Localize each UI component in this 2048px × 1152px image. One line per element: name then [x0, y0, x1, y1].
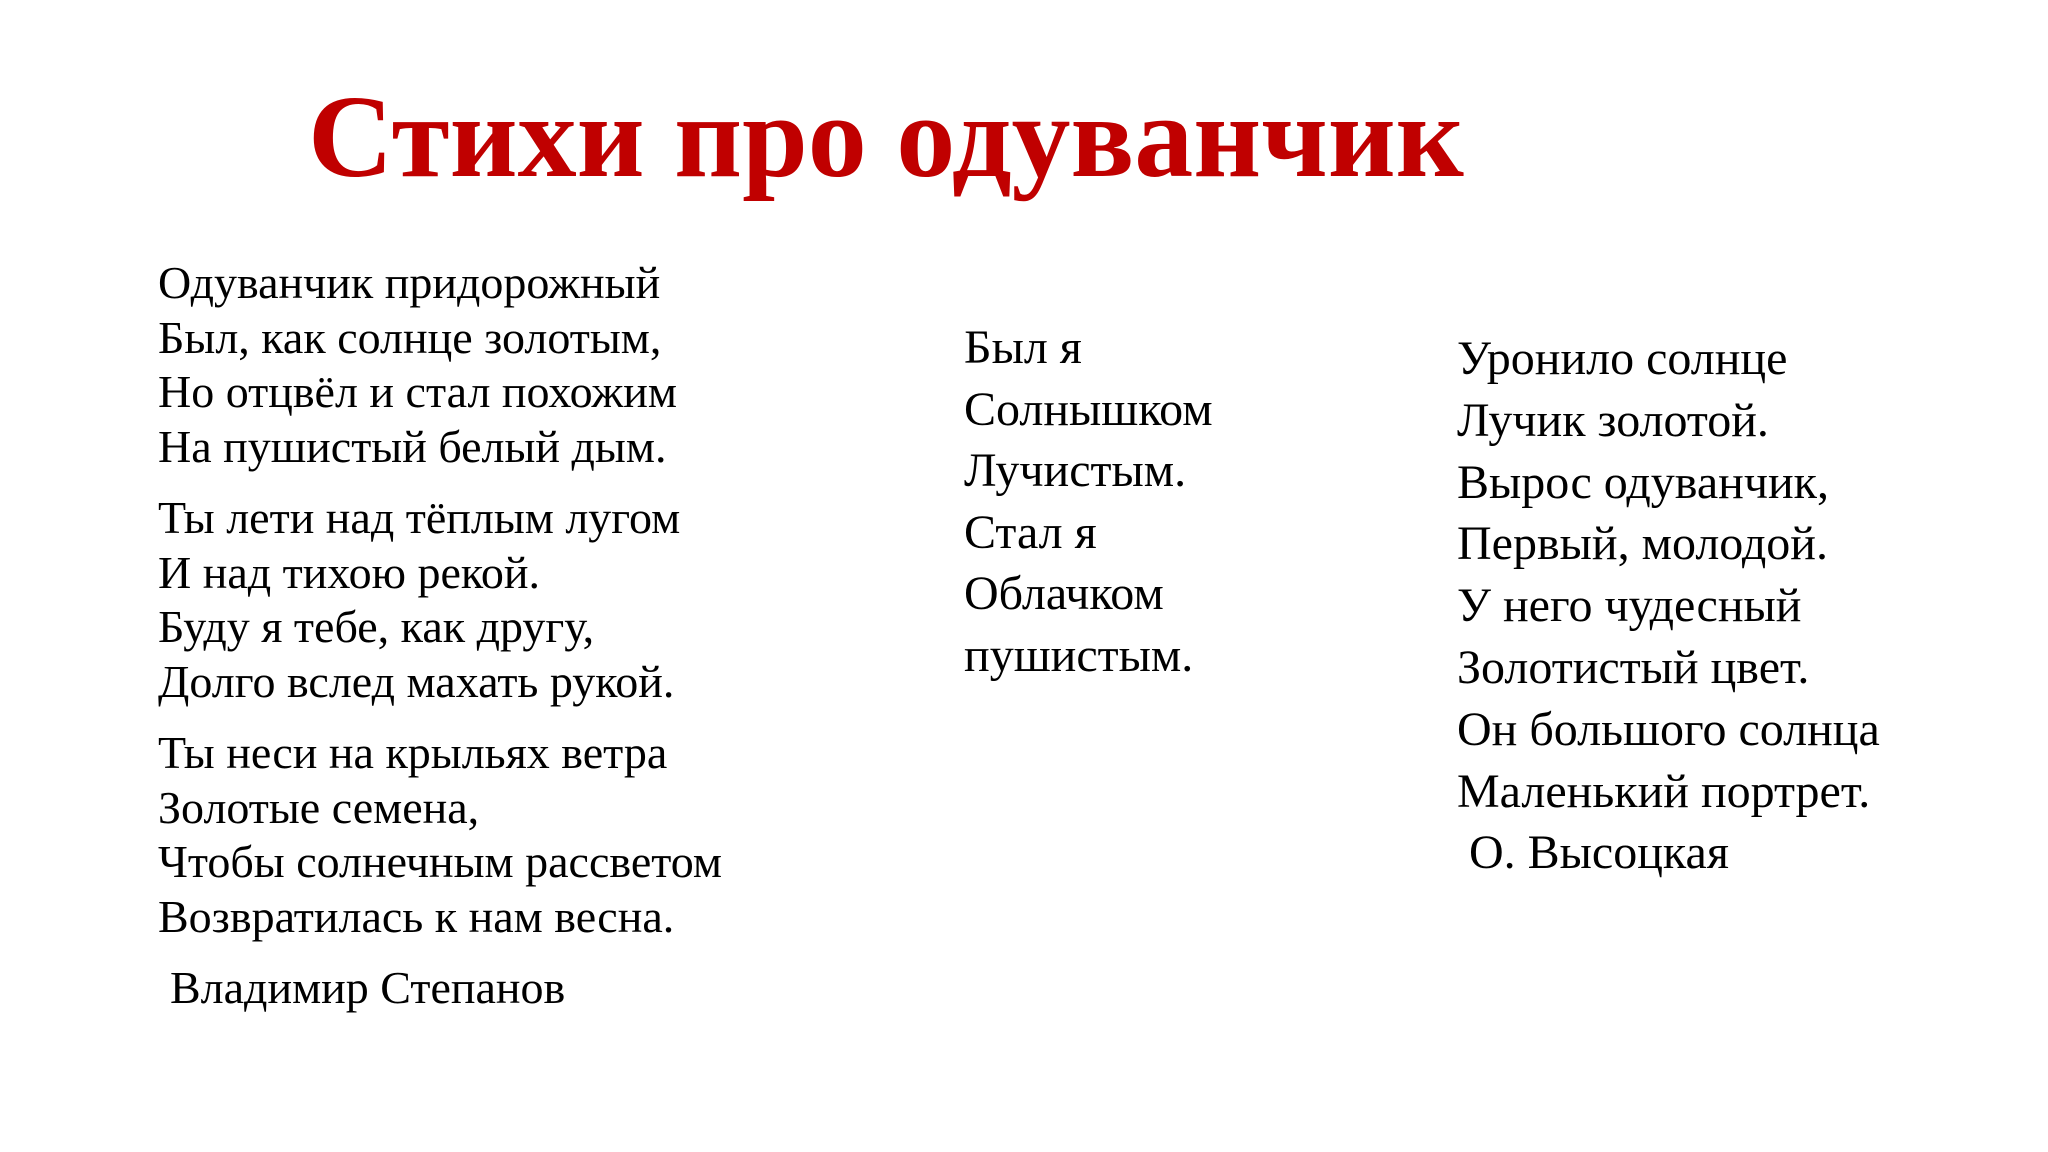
- poem-line: Облачком: [964, 567, 1164, 620]
- poem-line: Был, как солнце золотым,: [158, 311, 662, 363]
- poem-line: Солнышком: [964, 382, 1213, 436]
- poem-line: И над тихою рекой.: [158, 546, 541, 598]
- poem-line: Стал я: [964, 505, 1097, 559]
- poem-line: Но отцвёл и стал похожим: [158, 366, 677, 417]
- poem-line: Золотистый цвет.: [1457, 640, 1810, 694]
- poem-line: Лучистым.: [964, 444, 1187, 497]
- poem-line: пушистым.: [964, 628, 1194, 682]
- stanza-3: [158, 726, 722, 944]
- poem-line: Ты лети над тёплым лугом: [158, 492, 681, 543]
- poem-line: Долго вслед махать рукой.: [158, 655, 675, 707]
- poem-line: Одуванчик придорожный: [158, 257, 661, 308]
- poem-author: О. Высоцкая: [1469, 826, 1729, 880]
- poem-line: Вырос одуванчик,: [1457, 455, 1829, 509]
- poem-line: Первый, молодой.: [1457, 517, 1828, 571]
- poem-line: Лучик золотой.: [1457, 393, 1769, 447]
- poem-column-1: [158, 256, 722, 1016]
- poem-line: Он большого солнца: [1457, 702, 1880, 756]
- poem-line: Буду я тебе, как другу,: [158, 601, 595, 652]
- poem-column-3: [1457, 328, 1880, 884]
- poem-column-2: [964, 317, 1213, 686]
- poem-line: Возвратилась к нам весна.: [158, 890, 675, 942]
- poem-line: На пушистый белый дым.: [158, 420, 667, 472]
- poem-line: У него чудесный: [1457, 579, 1802, 633]
- stanza-1: [158, 256, 722, 474]
- page-title: Стихи про одуванчик: [308, 71, 1464, 202]
- poem-line: Золотые семена,: [158, 781, 480, 833]
- stanza-2: [158, 491, 722, 709]
- poem-line: Чтобы солнечным рассветом: [158, 836, 722, 887]
- poem-line: Уронило солнце: [1457, 332, 1788, 385]
- poem-line: Маленький портрет.: [1457, 764, 1871, 818]
- poem-line: Был я: [964, 321, 1082, 374]
- poem-line: Ты неси на крыльях ветра: [158, 727, 668, 778]
- poem-author: Владимир Степанов: [170, 962, 566, 1013]
